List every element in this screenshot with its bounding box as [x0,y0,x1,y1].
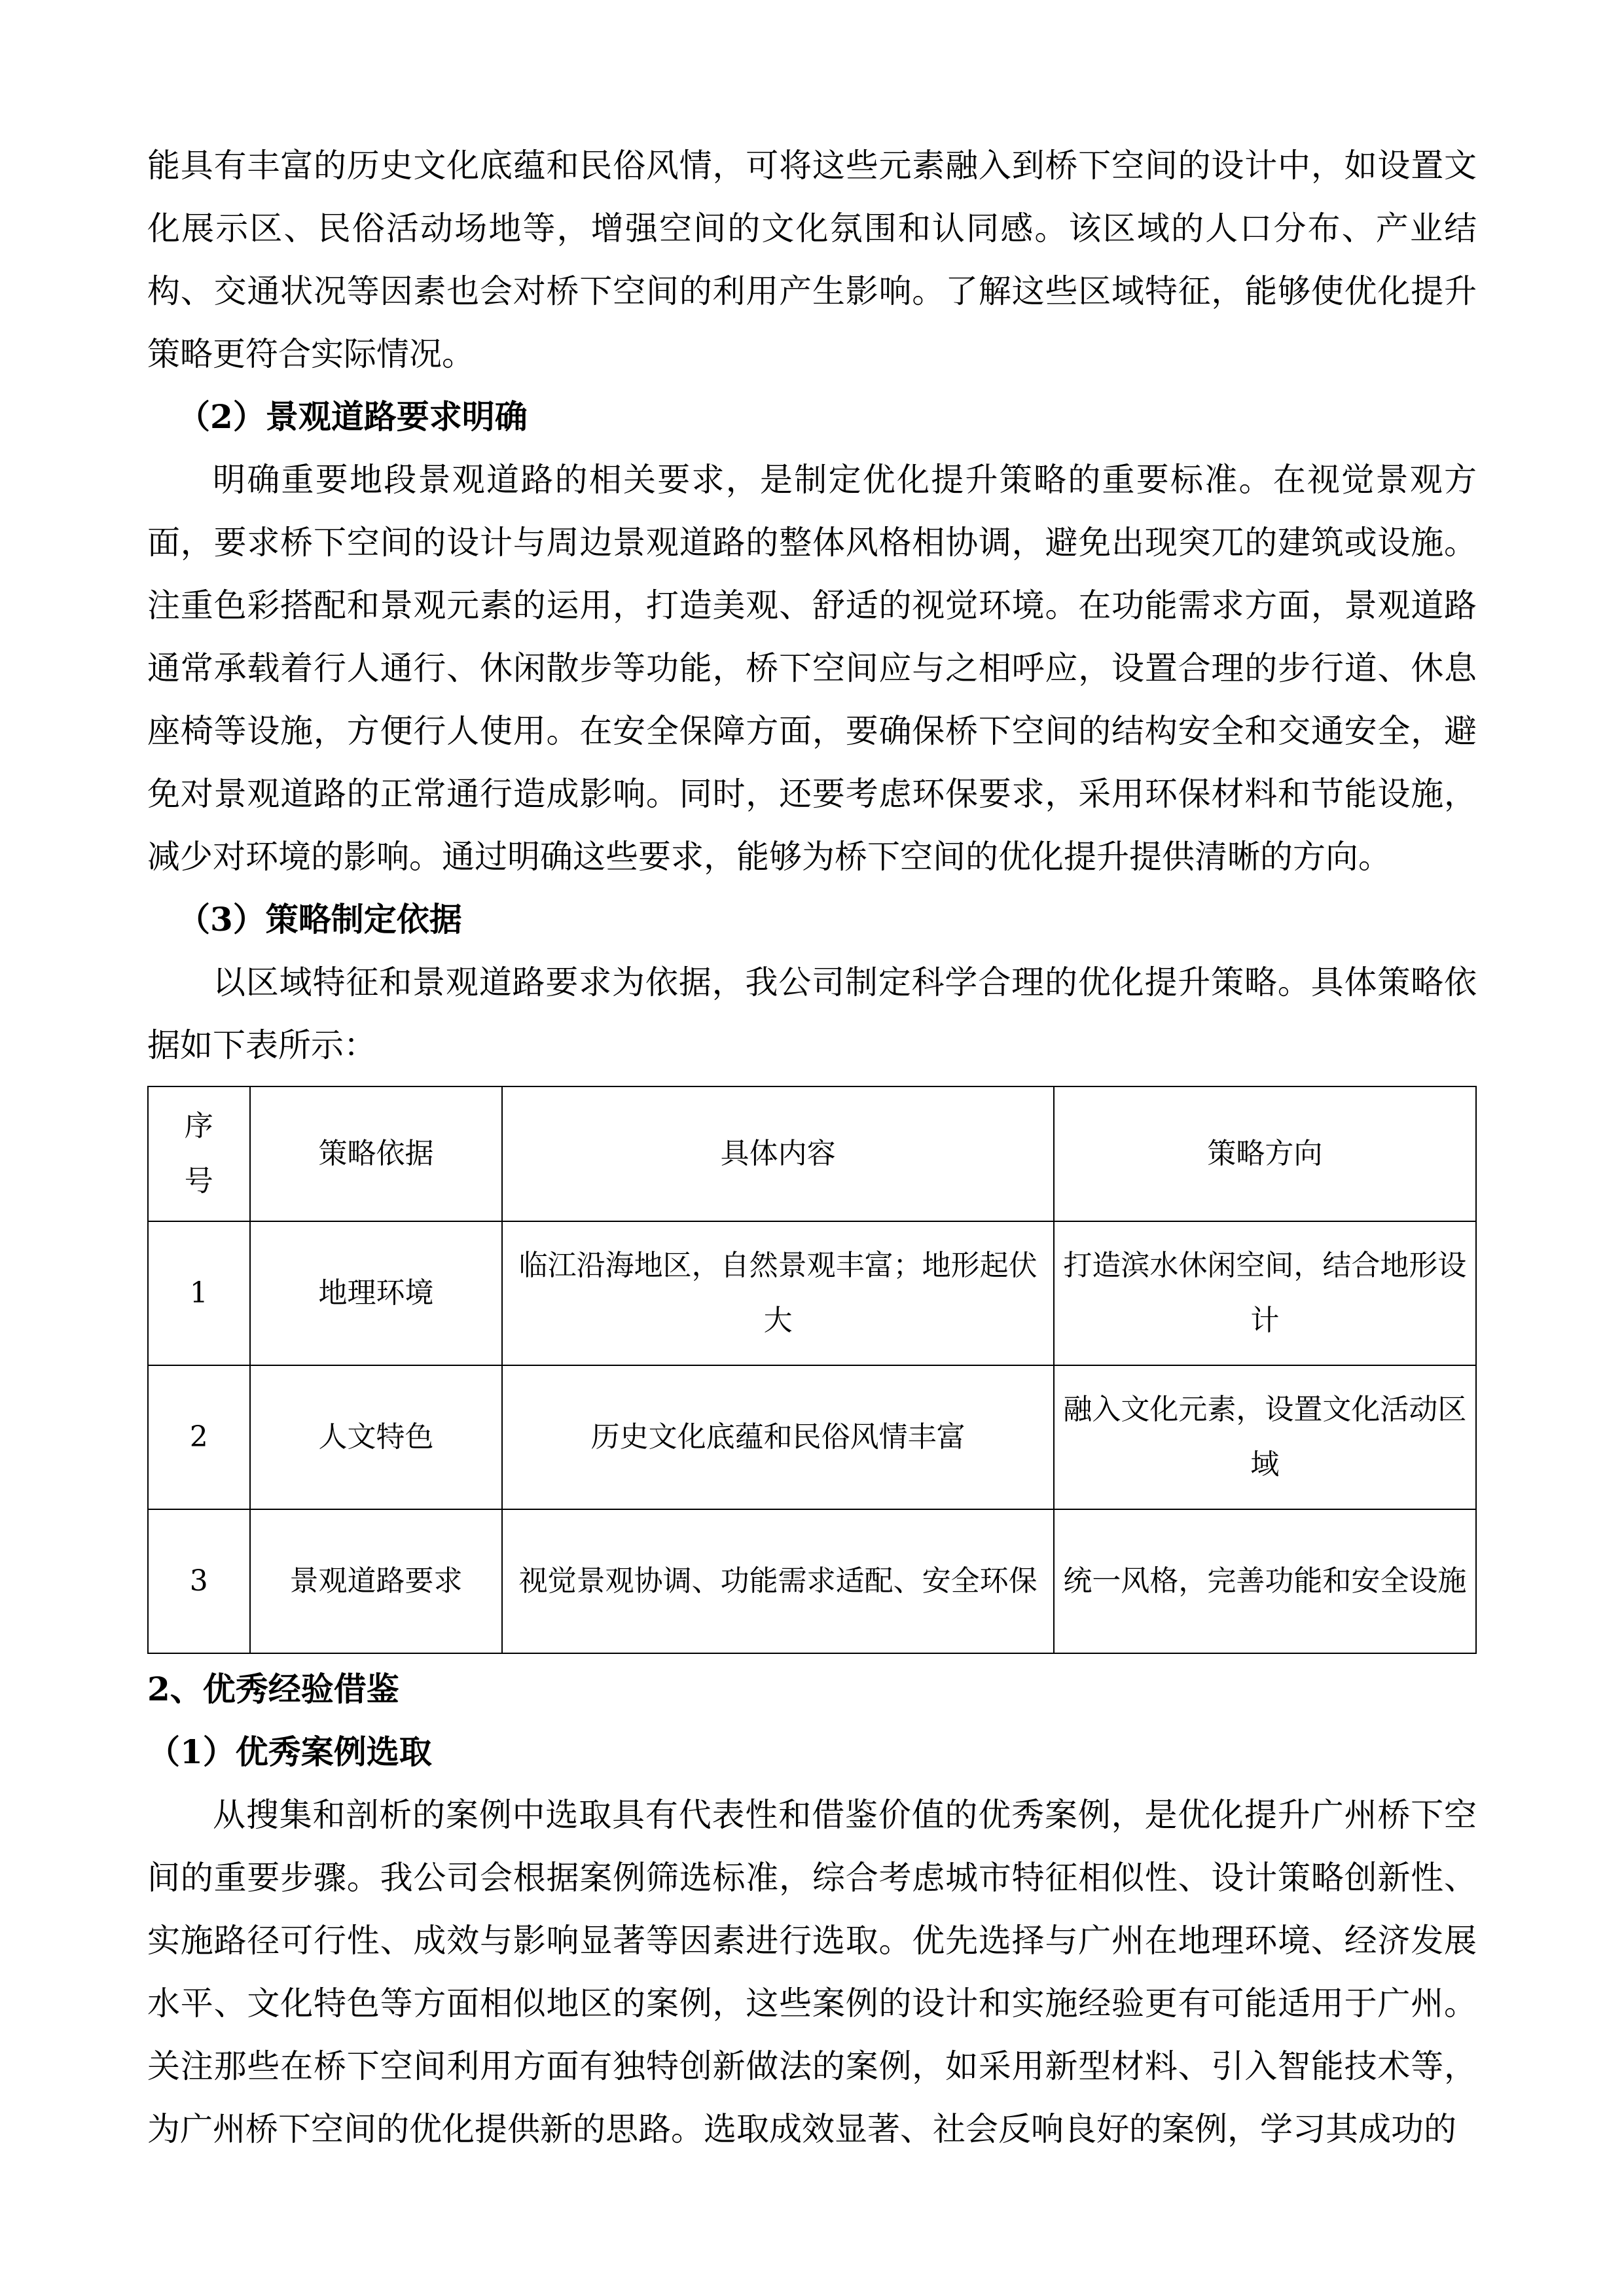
table-row [148,1365,1476,1509]
table-cell-no: 3 [148,1509,250,1653]
table-cell-no: 1 [148,1221,250,1365]
table-cell-detail: 临江沿海地区，自然景观丰富；地形起伏大 [502,1221,1053,1365]
document-body [147,134,1477,2161]
table-cell-detail: 视觉景观协调、功能需求适配、安全环保 [502,1509,1053,1653]
table-header-no: 序 号 [148,1086,250,1221]
heading-case-selection: （1）优秀案例选取 [147,1732,432,1771]
table-cell-basis: 景观道路要求 [250,1509,503,1653]
table-row [148,1221,1476,1365]
table-cell-basis: 地理环境 [250,1221,503,1365]
paragraph-continuation: 能具有丰富的历史文化底蕴和民俗风情，可将这些元素融入到桥下空间的设计中，如设置文化展示区、民俗活动场地等，增强空间的文化氛围和认同感。该区域的人口分布、产业结构、交通状况等因素也会对桥下空间的利用产生影响。了解这些区域特征，能够使优化提升策略更符合实际情况。 [147,147,1477,373]
table-header-row [148,1086,1476,1221]
table-header-direction: 策略方向 [1054,1086,1476,1221]
heading-excellent-experience: 2、优秀经验借鉴 [147,1670,399,1708]
table-cell-no: 2 [148,1365,250,1509]
paragraph-landscape-road-requirements: 明确重要地段景观道路的相关要求，是制定优化提升策略的重要标准。在视觉景观方面，要求桥下空间的设计与周边景观道路的整体风格相协调，避免出现突兀的建筑或设施。注重色彩搭配和景观元素的运用，打造美观、舒适的视觉环境。在功能需求方面，景观道路通常承载着行人通行、休闲散步等功能，桥下空间应与之相呼应，设置合理的步行道、休息座椅等设施，方便行人使用。在安全保障方面，要确保桥下空间的结构安全和交通安全，避免对景观道路的正常通行造成影响。同时，还要考虑环保要求，采用环保材料和节能设施，减少对环境的影响。通过明确这些要求，能够为桥下空间的优化提升提供清晰的方向。 [147,461,1477,876]
table-header-basis: 策略依据 [250,1086,503,1221]
strategy-basis-table [147,1086,1477,1654]
table-header-detail: 具体内容 [502,1086,1053,1221]
table-cell-direction: 统一风格，完善功能和安全设施 [1054,1509,1476,1653]
table-cell-basis: 人文特色 [250,1365,503,1509]
table-cell-detail: 历史文化底蕴和民俗风情丰富 [502,1365,1053,1509]
paragraph-case-selection: 从搜集和剖析的案例中选取具有代表性和借鉴价值的优秀案例，是优化提升广州桥下空间的重要步骤。我公司会根据案例筛选标准，综合考虑城市特征相似性、设计策略创新性、实施路径可行性、成效与影响显著等因素进行选取。优先选择与广州在地理环境、经济发展水平、文化特色等方面相似地区的案例，这些案例的设计和实施经验更有可能适用于广州。关注那些在桥下空间利用方面有独特创新做法的案例，如采用新型材料、引入智能技术等，为广州桥下空间的优化提供新的思路。选取成效显著、社会反响良好的案例，学习其成功的 [147,1796,1477,2148]
table-row [148,1509,1476,1653]
paragraph-strategy-basis: 以区域特征和景观道路要求为依据，我公司制定科学合理的优化提升策略。具体策略依据如下表所示： [147,963,1477,1064]
heading-strategy-basis: （3）策略制定依据 [177,900,462,939]
table-cell-direction: 打造滨水休闲空间，结合地形设计 [1054,1221,1476,1365]
heading-landscape-road-requirements: （2）景观道路要求明确 [177,397,528,436]
table-cell-direction: 融入文化元素，设置文化活动区域 [1054,1365,1476,1509]
